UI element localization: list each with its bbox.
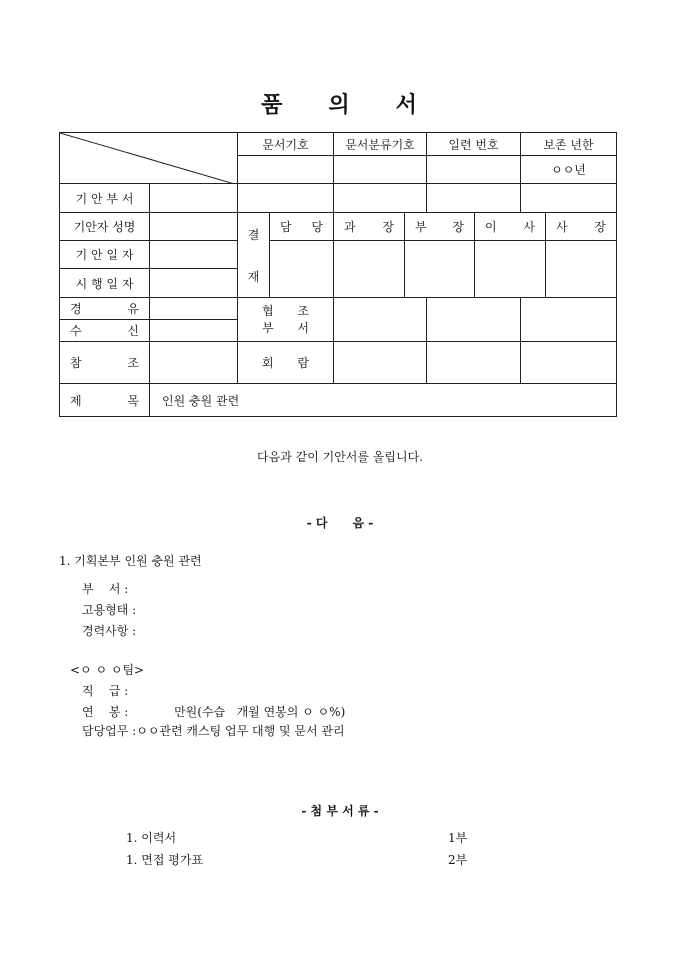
attachment-count-1: 1부 [448,831,468,845]
approval-col-director: 이 사 [475,213,546,241]
approval-col-manager: 담 당 [270,213,334,241]
field-dept: 부 서 : [82,582,129,596]
label-dept: 기 안 부 서 [60,184,150,213]
col-doc-class: 문서분류기호 [334,133,427,156]
approval-col-dept-head: 부 장 [405,213,475,241]
sign-section-chief[interactable] [334,241,405,298]
label-reference: 참 조 [60,342,150,384]
circulation-label: 회 람 [238,342,334,384]
exec-date-value[interactable] [150,269,238,298]
title-char-1: 품 [261,92,285,118]
cooperation-label: 협 조 부 서 [238,298,334,342]
doc-class-value[interactable] [334,156,427,184]
label-via: 경 유 [60,298,150,320]
approval-col-president: 사 장 [546,213,617,241]
col-retention: 보존 년한 [521,133,617,156]
attachment-name-2: 1. 면접 평가표 [126,853,204,867]
label-exec-date: 시 행 일 자 [60,269,150,298]
circ-cell-3[interactable] [521,342,617,384]
coop-cell-3[interactable] [521,298,617,342]
reference-value[interactable] [150,342,238,384]
coop-cell-2[interactable] [427,298,521,342]
section-heading: - 다 음 - [306,516,374,530]
field-salary: 연 봉 : 만원(수습 개월 연봉의 ㅇ ㅇ%) [82,705,346,719]
diagonal-line [60,133,238,184]
attachments-heading: - 첨 부 서 류 - [301,804,379,818]
attachment-name-1: 1. 이력서 [126,831,177,845]
field-duties: 담당업무 :ㅇㅇ관련 캐스팅 업무 대행 및 문서 관리 [82,724,345,738]
retention-value[interactable]: ㅇㅇ년 [521,156,617,184]
title-char-3: 서 [395,92,419,118]
approval-form-table [59,132,617,417]
document-title [0,88,680,119]
diagonal-cell [60,133,238,184]
sign-manager[interactable] [270,241,334,298]
circ-cell-1[interactable] [334,342,427,384]
field-rank: 직 급 : [82,684,129,698]
serial-value[interactable] [427,156,521,184]
dept-value[interactable] [150,184,238,213]
sign-president[interactable] [546,241,617,298]
attachment-count-2: 2부 [448,853,468,867]
recipient-value[interactable] [150,320,238,342]
doc-code-value[interactable] [238,156,334,184]
approval-label: 결 재 [238,213,270,298]
field-employment-type: 고용형태 : [82,603,137,617]
col-serial: 일련 번호 [427,133,521,156]
coop-cell-1[interactable] [334,298,427,342]
intro-text: 다음과 같이 기안서를 올립니다. [257,450,423,464]
item-title: 1. 기획본부 인원 충원 관련 [59,554,202,568]
blank-cell [238,184,334,213]
label-drafter: 기안자 성명 [60,213,150,241]
drafter-value[interactable] [150,213,238,241]
draft-date-value[interactable] [150,241,238,269]
label-recipient: 수 신 [60,320,150,342]
subject-value[interactable]: 인원 충원 관련 [150,384,617,417]
circ-cell-2[interactable] [427,342,521,384]
label-draft-date: 기 안 일 자 [60,241,150,269]
col-doc-code: 문서기호 [238,133,334,156]
sign-director[interactable] [475,241,546,298]
title-char-2: 의 [328,92,352,118]
team-name: <ㅇ ㅇ ㅇ팀> [70,663,145,677]
sign-dept-head[interactable] [405,241,475,298]
label-subject: 제 목 [60,384,150,417]
field-experience: 경력사항 : [82,624,137,638]
approval-col-section-chief: 과 장 [334,213,405,241]
via-value[interactable] [150,298,238,320]
